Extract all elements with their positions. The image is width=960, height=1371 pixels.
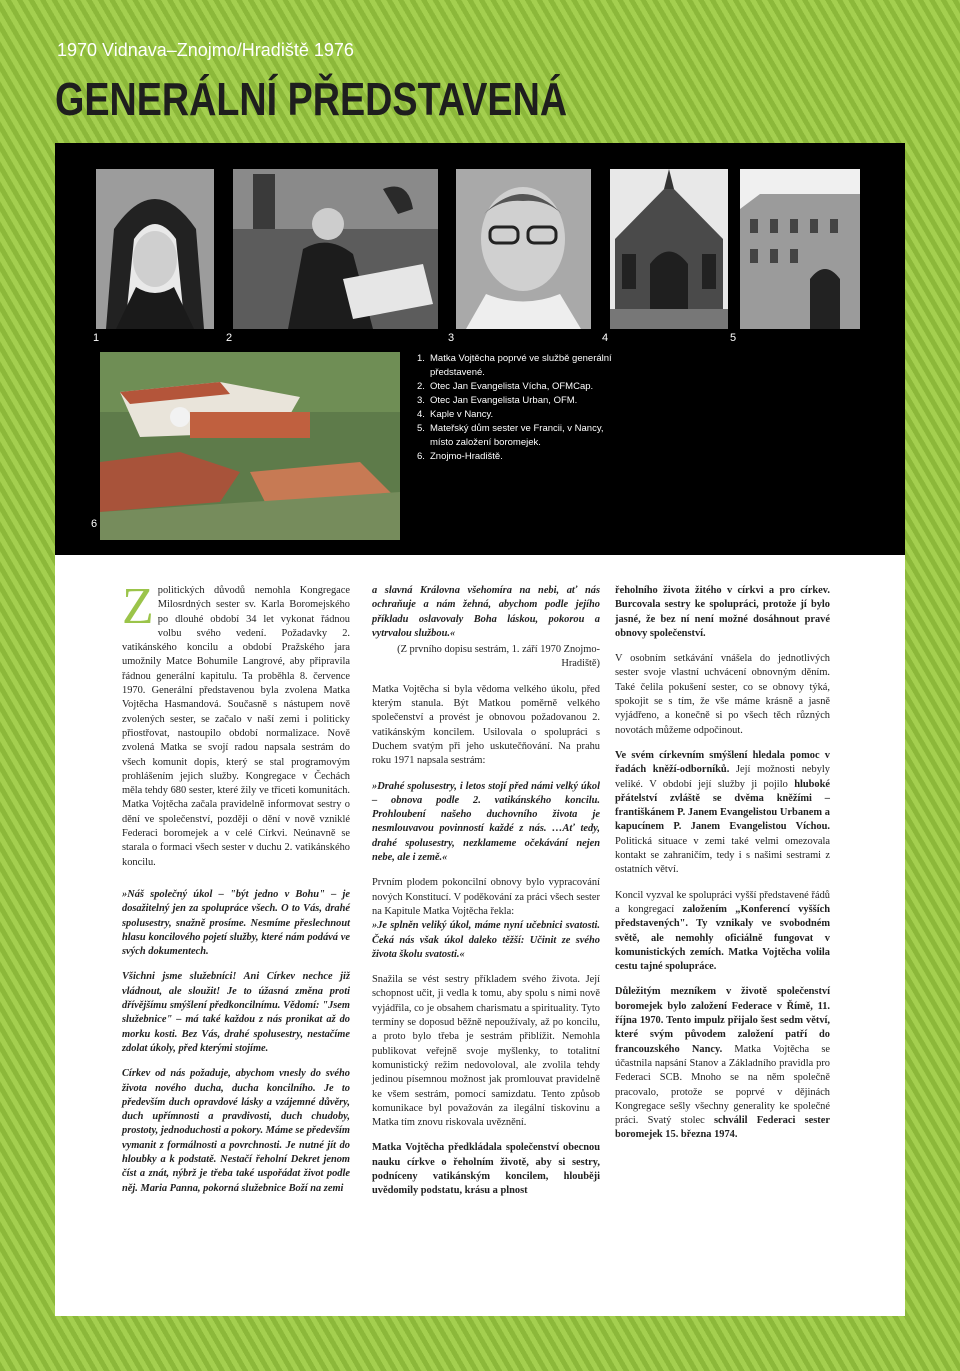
quote-paragraph: »Je splněn veliký úkol, máme nyní učebnici svatosti. Čeká nás však úkol daleko těžší: Učinit ze svého života školu svatosti.« (372, 920, 600, 960)
quote-paragraph: Církev od nás požaduje, abychom vnesly do svého života nového ducha, ducha koncilního. Je to především duch opravdové lásky a vzájemné důvěry, duch upřímnosti a pravdivosti, duch chudoby, prostoty, jednoduchosti a pokory. Máme se především vymanit z formálnosti a povrchnosti. Je nutné jít do hloubky a k podstatě. Nestačí řeholní Dekret jenom číst a znát, nýbrž je třeba také uspořádat život podle něj. Maria Panna, pokorná služebnice Boží na zemi (122, 1068, 350, 1194)
body-paragraph: Matka Vojtěcha předkládala společenství obecnou nauku církve o řeholním životě, aby si sestry, podníceny vatikánským koncilem, hlouběji uvědomily podstatu, krásu a plnost (372, 1142, 600, 1197)
chapel-photo (610, 169, 728, 329)
priest-at-desk-photo (233, 169, 438, 329)
intro-paragraph: Zpolitických důvodů nemohla Kongregace Milosrdných sester sv. Karla Boromejského po dlouhé období 34 let vykonat řádnou volbu svého vedení. Požadavky 2. vatikánského koncilu a období Pražského jara umožnily Matce Bohumile Langrové, aby připravila řádnou generální kapitulu. Ta proběhla 8. července 1970. Generální představenou byla zvolena Matka Vojtěcha Hasmandová. Současně s nástupem nově zvolených sester, se začalo v naší zemi i politicky přiostřovat, nastoupilo období normalizace. Nově zvolená Matka se svojí radou napsala sestrám do všech komunit dopis, který se stal programovým prohlášením jejich služby. Kongregace v Čechách měla tehdy 680 sester, které žily ve třiceti komunitách. Matka Vojtěcha začala pravidelně informovat sestry o dění ve společenství, později o dění v nově vzniklé Federaci boromejek a v celé Církvi. Neúnavně se starala o formaci všech sester v duchu 2. vatikánského koncilu. (122, 578, 350, 868)
body-paragraph: Koncil vyzval ke spolupráci vyšší představené řádů a kongregací založením „Konferencí vyšších představených". Ty vznikaly ve svobodném světě, ale nemohly oficiálně fungovat v komunistických zemích. Matka Vojtěcha volila cestu tajné spolupráce. (615, 889, 830, 973)
body-paragraph: V osobním setkávání vnášela do jednotlivých sester svoje vlastní uchvácení obnovným děním. Také čelila pokušení sester, co se obnovy týká, spokojit se s tím, že vše máme krásně a jasně vyjádřeno, a konečně si po všech těch různých novotách můžeme odpočinout. (615, 653, 830, 736)
page-title: GENERÁLNÍ PŘEDSTAVENÁ (55, 73, 568, 125)
caption-item: 3. Otec Jan Evangelista Urban, OFM. (417, 395, 578, 406)
body-paragraph: Důležitým mezníkem v životě společenství boromejek bylo založení Federace v Římě, 11. října 1970. Tento impulz přijalo šest sedm větví, které svým původem založení patří do francouzského Nancy. Matka Vojtěcha se účastnila napsání Stanov a Základního pravidla pro Federaci SCB. Mnoho se na něm společně pracovalo, protože se poprvé v dějinách Kongregace sešly všechny generality ke společné práci. Svatý stolec schválil Federaci sester boromejek 15. března 1974. (615, 986, 831, 1141)
quote-source: (Z prvního dopisu sestrám, 1. září 1970 Znojmo-Hradiště) (397, 644, 600, 670)
body-paragraph: Snažila se vést sestry příkladem svého života. Její schopnost učit, ji vedla k tomu, aby spolu s nimi nově vyjádřila, co je obsahem charismatu a spirituality. Tyto termíny se doposud běžně nepoužívaly, až po koncilu, a proto bylo třeba je sestrám přiblížit. Nemohla publikovat veřejně svoje myšlenky, to totalitní komunistický režim nedovoloval, ale zvolila tehdy jedinou písemnou možnost jak promlouvat pravidelně ke všem sestrám, pomocí samizdatu. Tento způsob komunikace byl považován za ilegální tiskovinu a Matka tím znovu riskovala uvěznění. (372, 974, 600, 1129)
drop-cap: Z (122, 578, 154, 635)
quote-paragraph: Všichni jsme služebníci! Ani Církev nechce již vládnout, ale sloužit! Je to úžasná změna proti dřívějšímu smýšlení předkoncilnímu. Vědomí: "Jsem služebnice" – má také každou z nás pronikat až do morku kosti. Bez Vás, drahé spolusestry, nestačíme zdolat úkoly, před kterými stojíme. (122, 971, 350, 1054)
quote-paragraph: »Náš společný úkol – "být jedno v Bohu" – je dosažitelný jen za spolupráce všech. O to Vás, drahé spolusestry, snažně prosíme. Nesmíme přeslechnout hlasu koncilového pojetí služby, které nám podává ve svých dokumentech. (122, 888, 350, 958)
caption-item: 2. Otec Jan Evangelista Vícha, OFMCap. (417, 381, 594, 392)
column-1 (122, 578, 350, 1207)
photo-number: 1 (93, 332, 100, 344)
caption-item: 5. Mateřský dům sester ve Francii, v Nancy, místo založení boromejek. (417, 423, 604, 448)
caption-item: 1. Matka Vojtěcha poprvé ve službě generální představené. (417, 353, 612, 378)
aerial-view-photo (100, 352, 400, 540)
caption-item: 6. Znojmo-Hradiště. (417, 451, 503, 462)
photo-number: 6 (91, 518, 98, 530)
body-paragraph: řeholního života žitého v církvi a pro církev. Burcovala sestry ke spolupráci, protože jí bylo jasné, že bez ní není možné dosáhnout pravé obnovy společenství. (615, 585, 830, 639)
quote-paragraph: a slavná Královna všehomíra na nebi, ať nás ochraňuje a nám žehná, abychom podle jejího příkladu oslavovaly Boha láskou, pokorou a vytrvalou službou.« (372, 585, 600, 639)
priest-portrait-photo (456, 169, 591, 329)
photo-captions (417, 352, 617, 464)
column-3 (615, 584, 830, 1154)
nun-portrait-photo (96, 169, 214, 329)
header-subtitle: 1970 Vidnava–Znojmo/Hradiště 1976 (57, 40, 354, 60)
caption-item: 4. Kaple v Nancy. (417, 409, 494, 420)
quote-paragraph: »Drahé spolusestry, i letos stojí před námi velký úkol – obnova podle 2. vatikánského koncilu. Prohloubení našeho duchovního života je nesmlouvavou povinností každé z nás. …Ať tedy, drahé spolusestry, nezklameme očekávání nejen nebe, ale i země.« (372, 780, 600, 864)
photo-number: 2 (226, 332, 233, 344)
photo-number: 5 (730, 332, 737, 344)
column-2 (372, 584, 600, 1210)
photo-number: 3 (448, 332, 455, 344)
photo-number: 4 (602, 332, 609, 344)
body-paragraph: Ve svém církevním smýšlení hledala pomoc v řadách kněží-odborníků. Její možnosti nebyly veliké. V období její služby ji pojilo hluboké přátelství zvláště se dvěma kněžími – františkánem P. Janem Evangelistou Urbanem a kapucínem P. Janem Evangelistou Víchou. Politická situace v zemi také velmi omezovala kontakt se zahraničím, tedy i s našimi sestrami z ostatních větví. (615, 749, 830, 876)
body-paragraph: Matka Vojtěcha si byla vědoma velkého úkolu, před kterým stanula. Být Matkou poměrně velkého společenství a provést je obnovou požadovanou 2. vatikánským koncilem. Usilovala o spolupráci s Duchem svatým při jeho uskutečňování. Na prahu roku 1971 napsala sestrám: (372, 683, 600, 767)
mother-house-photo (740, 169, 860, 329)
body-paragraph: Prvním plodem pokoncilní obnovy bylo vypracování nových Konstitucí. V poděkování za práci všech sester na Kapitule Matka Vojtěcha řekla: (372, 877, 600, 917)
